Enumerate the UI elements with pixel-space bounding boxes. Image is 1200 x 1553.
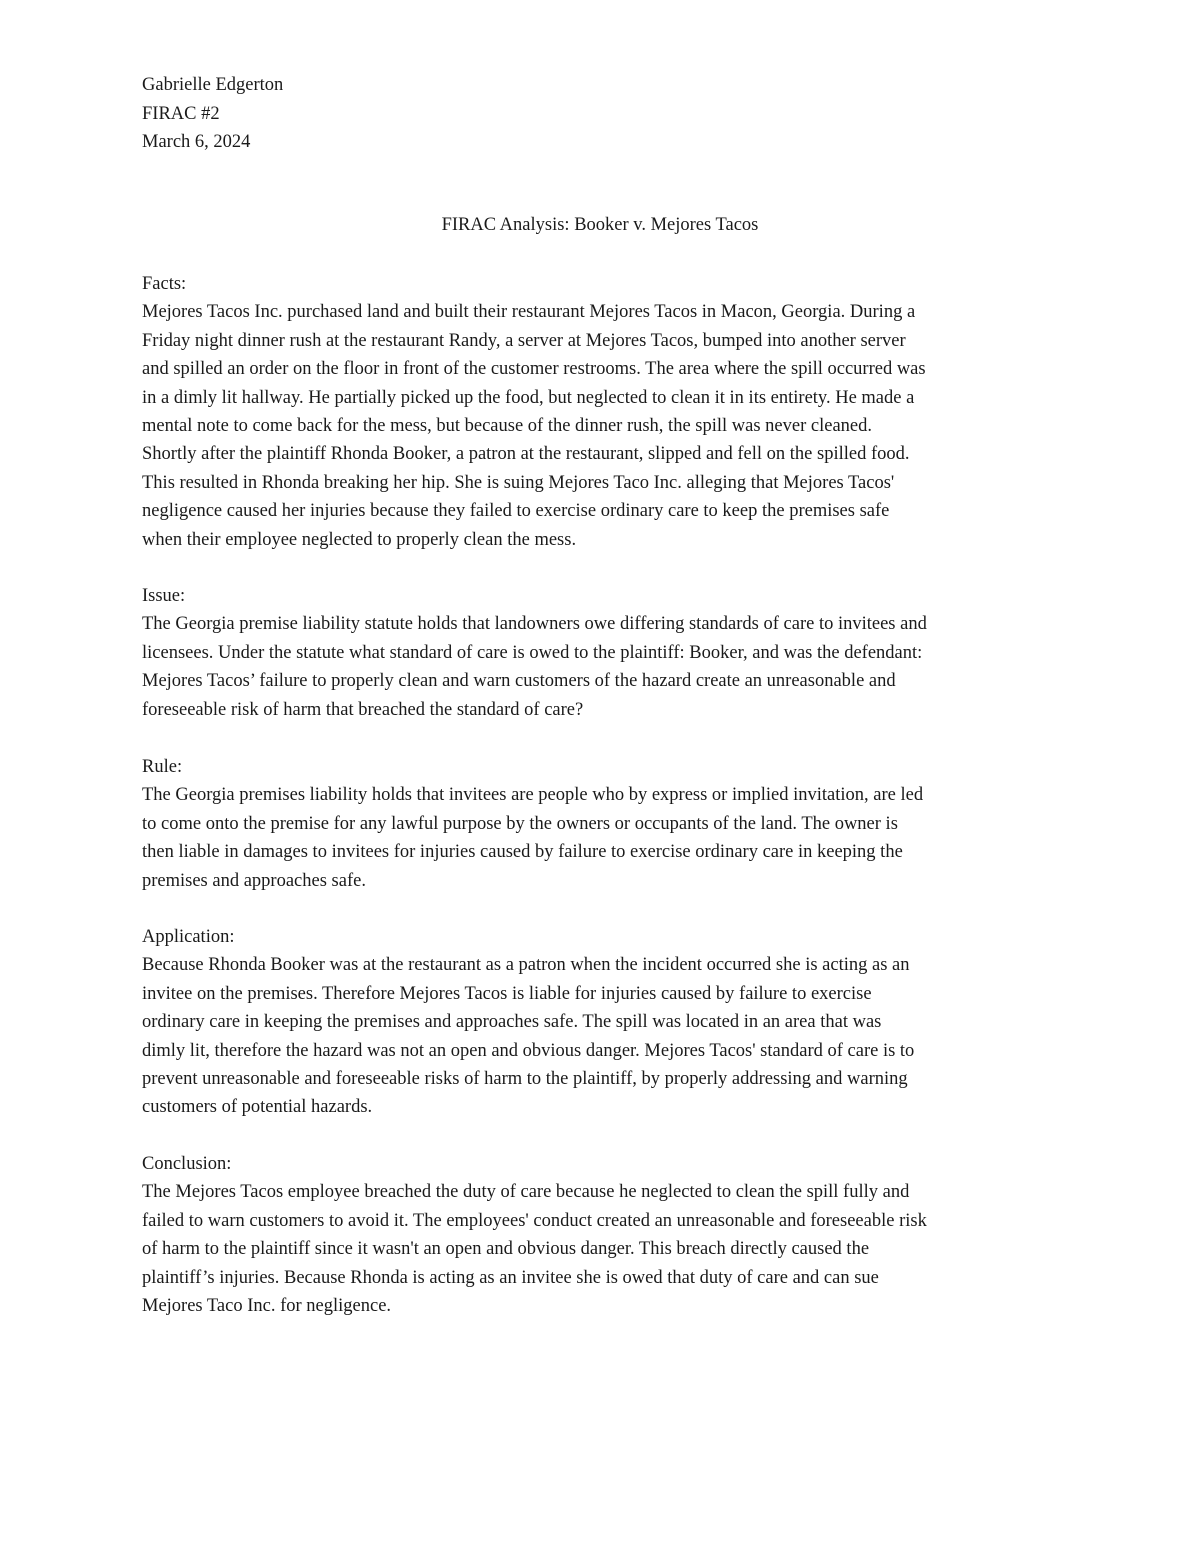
application-line: invitee on the premises. Therefore Mejores Tacos is liable for injuries caused by failure to exercise xyxy=(142,983,872,1004)
facts-line: when their employee neglected to properly clean the mess. xyxy=(142,529,577,550)
facts-line: and spilled an order on the floor in front of the customer restrooms. The area where the spill occurred was xyxy=(142,359,926,380)
facts-section xyxy=(142,270,1062,554)
application-line: prevent unreasonable and foreseeable risks of harm to the plaintiff, by properly addressing and warning xyxy=(142,1069,908,1090)
application-line: ordinary care in keeping the premises and approaches safe. The spill was located in an area that was xyxy=(142,1012,882,1033)
facts-line: negligence caused her injuries because they failed to exercise ordinary care to keep the premises safe xyxy=(142,501,890,522)
rule-heading: Rule: xyxy=(142,757,183,777)
conclusion-line: failed to warn customers to avoid it. The employees' conduct created an unreasonable and foreseeable risk xyxy=(142,1210,927,1231)
facts-line: mental note to come back for the mess, but because of the dinner rush, the spill was never cleaned. xyxy=(142,416,872,437)
facts-line: Shortly after the plaintiff Rhonda Booker, a patron at the restaurant, slipped and fell on the spilled food. xyxy=(142,444,910,465)
application-section xyxy=(142,923,1062,1122)
conclusion-line: plaintiff’s injuries. Because Rhonda is acting as an invitee she is owed that duty of care and can sue xyxy=(142,1267,879,1288)
issue-line: Mejores Tacos’ failure to properly clean and warn customers of the hazard create an unreasonable and xyxy=(142,671,896,692)
conclusion-line: The Mejores Tacos employee breached the duty of care because he neglected to clean the spill fully and xyxy=(142,1182,910,1203)
author-name: Gabrielle Edgerton xyxy=(142,75,284,95)
issue-line: The Georgia premise liability statute holds that landowners owe differing standards of care to invitees and xyxy=(142,614,927,635)
conclusion-section xyxy=(142,1150,1062,1320)
conclusion-line: Mejores Taco Inc. for negligence. xyxy=(142,1296,392,1317)
application-heading: Application: xyxy=(142,927,235,947)
document-title: FIRAC Analysis: Booker v. Mejores Tacos xyxy=(441,215,759,235)
conclusion-heading: Conclusion: xyxy=(142,1154,232,1174)
facts-line: This resulted in Rhonda breaking her hip. She is suing Mejores Taco Inc. alleging that Mejores Tacos' xyxy=(142,472,895,493)
rule-line: The Georgia premises liability holds that invitees are people who by express or implied invitation, are led xyxy=(142,785,924,806)
facts-line: Mejores Tacos Inc. purchased land and built their restaurant Mejores Tacos in Macon, Georgia. During a xyxy=(142,302,916,323)
rule-line: then liable in damages to invitees for injuries caused by failure to exercise ordinary care in keeping the xyxy=(142,842,903,863)
document-date: March 6, 2024 xyxy=(142,132,251,152)
application-line: customers of potential hazards. xyxy=(142,1097,373,1118)
facts-line: in a dimly lit hallway. He partially picked up the food, but neglected to clean it in its entirety. He made a xyxy=(142,387,915,408)
assignment-label: FIRAC #2 xyxy=(142,103,220,124)
application-line: Because Rhonda Booker was at the restaurant as a patron when the incident occurred she is acting as an xyxy=(142,955,910,976)
issue-line: foreseeable risk of harm that breached the standard of care? xyxy=(142,699,584,720)
facts-heading: Facts: xyxy=(142,274,187,294)
issue-section xyxy=(142,582,1062,724)
rule-section xyxy=(142,753,1062,895)
facts-line: Friday night dinner rush at the restaurant Randy, a server at Mejores Tacos, bumped into another server xyxy=(142,330,906,351)
issue-line: licensees. Under the statute what standard of care is owed to the plaintiff: Booker, and was the defendant: xyxy=(142,642,923,663)
document-header xyxy=(142,71,283,157)
issue-heading: Issue: xyxy=(142,586,186,606)
conclusion-line: of harm to the plaintiff since it wasn't an open and obvious danger. This breach directly caused the xyxy=(142,1239,870,1260)
rule-line: to come onto the premise for any lawful purpose by the owners or occupants of the land. The owner is xyxy=(142,813,898,834)
rule-line: premises and approaches safe. xyxy=(142,870,366,891)
application-line: dimly lit, therefore the hazard was not an open and obvious danger. Mejores Tacos' standard of care is to xyxy=(142,1040,915,1061)
